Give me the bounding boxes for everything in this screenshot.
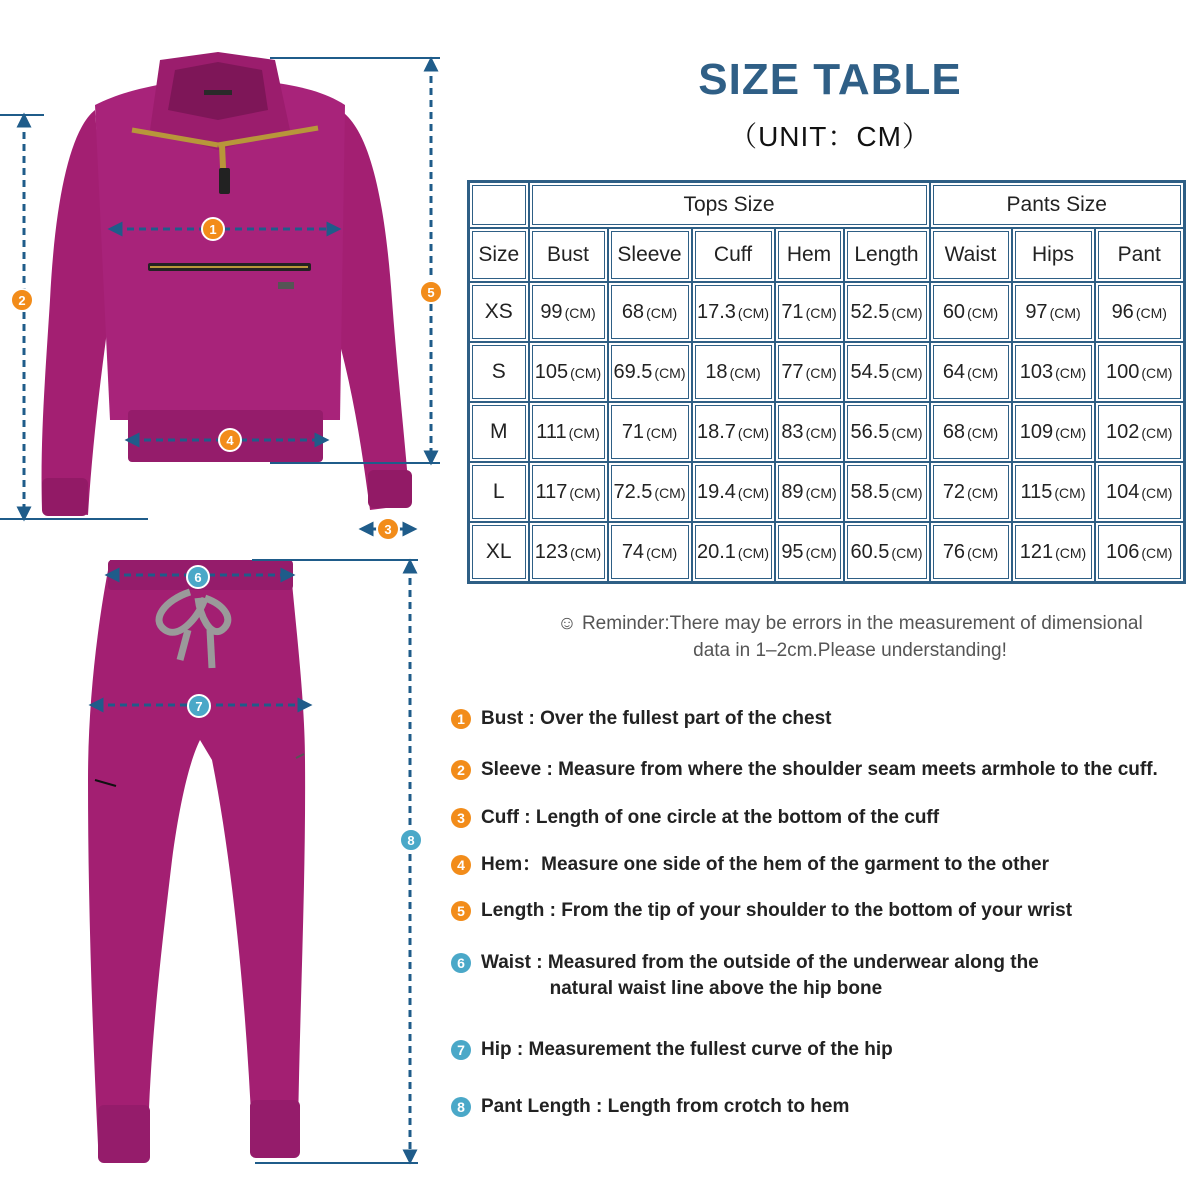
measurement-value: 20.1 [696,541,736,563]
svg-text:3: 3 [384,522,392,537]
measurement-cell [844,462,930,522]
unit-suffix: (CM) [1141,425,1173,441]
reminder-line-2: data in 1–2cm.Please understanding! [693,640,1007,661]
legend-item [451,950,1039,1002]
measurement-cell [608,402,692,462]
table-row [469,282,1185,342]
badge-5 [420,281,442,303]
measurement-cell [844,522,930,583]
column-header: Size [469,228,529,282]
measurement-cell [1012,462,1095,522]
unit-suffix: (CM) [654,365,686,381]
legend-text: Length : From the tip of your shoulder to the bottom of your wrist [481,900,1073,921]
legend-item [451,1037,893,1063]
measurement-value: 76 [942,541,966,563]
measurement-value: 83 [781,421,804,443]
measurement-value: 74 [621,541,645,563]
measurement-value: 111 [536,421,567,443]
measurement-cell [1095,282,1185,342]
unit-suffix: (CM) [805,425,837,441]
svg-text:6: 6 [194,570,202,585]
column-header: Sleeve [608,228,692,282]
number-badge-icon: 1 [451,709,471,729]
unit-suffix: (CM) [891,545,923,561]
unit-suffix: (CM) [729,365,761,381]
measurement-value: 99 [540,301,563,323]
unit-suffix: (CM) [805,545,837,561]
unit-suffix: (CM) [1054,485,1086,501]
measurement-cell [1012,522,1095,583]
measurement-cell [608,342,692,402]
measurement-cell [775,342,844,402]
measurement-value: 96 [1111,301,1134,323]
unit-label: （UNIT：CM） [729,121,931,152]
number-badge-icon: 2 [451,760,471,780]
legend-text: Bust : Over the fullest part of the chest [481,708,832,729]
measurement-value: 104 [1106,481,1140,503]
badge-2 [11,289,33,311]
unit-suffix: (CM) [891,485,923,501]
legend-text: Cuff : Length of one circle at the bottom of the cuff [481,807,940,828]
unit-suffix: (CM) [1135,305,1167,321]
unit-suffix: (CM) [967,365,999,381]
measurement-value: 117 [535,481,568,503]
unit-suffix: (CM) [737,485,770,501]
svg-text:8: 8 [407,833,415,848]
measurement-cell [844,282,930,342]
svg-text:5: 5 [427,285,435,300]
unit-suffix: (CM) [967,305,999,321]
column-header: Bust [529,228,608,282]
measurement-value: 123 [534,541,569,563]
unit-suffix: (CM) [570,365,602,381]
measurement-value: 95 [781,541,804,563]
size-cell: XL [469,522,529,583]
unit-suffix: (CM) [570,545,602,561]
number-badge-icon: 4 [451,855,471,875]
unit-suffix: (CM) [1055,425,1087,441]
number-badge-icon: 6 [451,953,471,973]
table-row [469,462,1185,522]
unit-suffix: (CM) [737,545,770,561]
svg-text:1: 1 [209,222,217,237]
measurement-value: 121 [1019,541,1054,563]
legend-text: Sleeve : Measure from where the shoulder seam meets armhole to the cuff. [481,759,1158,780]
measurement-value: 71 [781,301,804,323]
measurement-value: 103 [1019,361,1054,383]
legend-text: Hem：Measure one side of the hem of the garment to the other [481,854,1049,875]
size-cell: XS [469,282,529,342]
measurement-value: 68 [621,301,645,323]
reminder-note [470,610,1200,664]
unit-suffix: (CM) [891,425,923,441]
measurement-cell [529,342,608,402]
measurement-cell [1012,282,1095,342]
measurement-cell [692,462,775,522]
legend-item [451,706,832,732]
measurement-value: 64 [942,361,966,383]
badge-6 [187,566,209,588]
measurement-cell [930,342,1012,402]
measurement-value: 19.4 [696,481,736,503]
unit-suffix: (CM) [654,485,686,501]
unit-suffix: (CM) [805,365,837,381]
measurement-value: 60.5 [850,541,890,563]
page-title: SIZE TABLE [698,55,962,104]
measurement-cell [930,462,1012,522]
number-badge-icon: 7 [451,1040,471,1060]
number-badge-icon: 3 [451,808,471,828]
svg-text:2: 2 [18,293,26,308]
reminder-line-1: Reminder:There may be errors in the measurement of dimensional [581,613,1143,634]
legend-item [451,852,1049,878]
table-row [469,522,1185,583]
size-cell: L [469,462,529,522]
measurement-cell [775,282,844,342]
unit-suffix: (CM) [891,365,923,381]
badge-8 [400,829,422,851]
measurement-cell [608,282,692,342]
column-header: Hem [775,228,844,282]
measurement-cell [1095,462,1185,522]
measurement-cell [930,282,1012,342]
measurement-value: 56.5 [850,421,890,443]
measurement-value: 54.5 [850,361,890,383]
measurement-value: 72.5 [613,481,653,503]
column-header: Length [844,228,930,282]
measurement-cell [1095,342,1185,402]
measurement-cell [529,282,608,342]
unit-suffix: (CM) [1049,305,1081,321]
measurement-value: 106 [1106,541,1140,563]
measurement-value: 97 [1025,301,1048,323]
unit-suffix: (CM) [967,545,999,561]
legend-text: Pant Length : Length from crotch to hem [481,1096,850,1117]
size-cell: M [469,402,529,462]
measurement-cell [1095,522,1185,583]
unit-suffix: (CM) [1141,365,1173,381]
unit-suffix: (CM) [1055,365,1087,381]
group-cell-tops: Tops Size [529,182,930,229]
measurement-cell [692,402,775,462]
pants-image [88,560,305,1163]
unit-suffix: (CM) [1141,545,1173,561]
measurement-cell [529,402,608,462]
group-cell-size [469,182,529,229]
measurement-value: 58.5 [850,481,890,503]
unit-suffix: (CM) [737,305,770,321]
unit-suffix: (CM) [1055,545,1087,561]
legend-text: Waist : Measured from the outside of the underwear along the natural waist line above the hip bone [481,952,1039,999]
measurement-value: 69.5 [613,361,653,383]
svg-text:4: 4 [226,433,234,448]
unit-suffix: (CM) [737,425,770,441]
measurement-cell [608,462,692,522]
measurement-value: 71 [621,421,645,443]
legend-text: Hip : Measurement the fullest curve of the hip [481,1039,893,1060]
measurement-value: 89 [781,481,804,503]
unit-suffix: (CM) [646,305,678,321]
unit-suffix: (CM) [805,305,837,321]
number-badge-icon: 5 [451,901,471,921]
measurement-value: 18 [705,361,728,383]
measurement-cell [775,462,844,522]
measurement-cell [1095,402,1185,462]
measurement-cell [1012,402,1095,462]
column-header: Cuff [692,228,775,282]
measurement-cell [529,462,608,522]
legend-item [451,1094,849,1120]
measurement-cell [692,342,775,402]
unit-suffix: (CM) [805,485,837,501]
badge-7 [188,695,210,717]
measurement-value: 52.5 [850,301,890,323]
unit-suffix: (CM) [967,425,999,441]
measurement-cell [844,402,930,462]
unit-suffix: (CM) [1141,485,1173,501]
measurement-value: 18.7 [696,421,736,443]
unit-suffix: (CM) [646,545,678,561]
measurement-value: 105 [534,361,569,383]
badge-3 [377,518,399,540]
measurement-cell [1012,342,1095,402]
measurement-cell [775,402,844,462]
table-row [469,402,1185,462]
unit-suffix: (CM) [564,305,596,321]
measurement-value: 72 [942,481,966,503]
number-badge-icon: 8 [451,1097,471,1117]
legend-item [451,805,939,831]
unit-suffix: (CM) [891,305,923,321]
measurement-cell [529,522,608,583]
table-header-row [469,228,1185,282]
badge-4 [219,429,241,451]
column-header: Pant [1095,228,1185,282]
measurement-value: 115 [1020,481,1053,503]
measurement-cell [930,402,1012,462]
smiley-icon: ☺ [557,613,577,634]
measurement-value: 100 [1106,361,1140,383]
legend-item [451,757,1158,783]
measurement-value: 60 [942,301,966,323]
measurement-value: 109 [1019,421,1054,443]
measurement-cell [775,522,844,583]
measurement-cell [608,522,692,583]
column-header: Waist [930,228,1012,282]
measurement-value: 68 [942,421,966,443]
measurement-value: 102 [1106,421,1140,443]
measurement-cell [692,522,775,583]
column-header: Hips [1012,228,1095,282]
measurement-cell [692,282,775,342]
unit-suffix: (CM) [569,485,601,501]
table-group-row [469,182,1185,229]
measurement-value: 77 [781,361,804,383]
garment-illustration [0,0,450,1200]
size-cell: S [469,342,529,402]
group-cell-pants: Pants Size [930,182,1185,229]
measurement-cell [844,342,930,402]
unit-suffix: (CM) [967,485,999,501]
svg-text:7: 7 [195,699,203,714]
measurement-cell [930,522,1012,583]
table-row [469,342,1185,402]
legend-item [451,898,1072,924]
size-table [467,180,1186,584]
badge-1 [202,218,224,240]
measurement-value: 17.3 [696,301,736,323]
unit-suffix: (CM) [568,425,600,441]
unit-suffix: (CM) [646,425,678,441]
